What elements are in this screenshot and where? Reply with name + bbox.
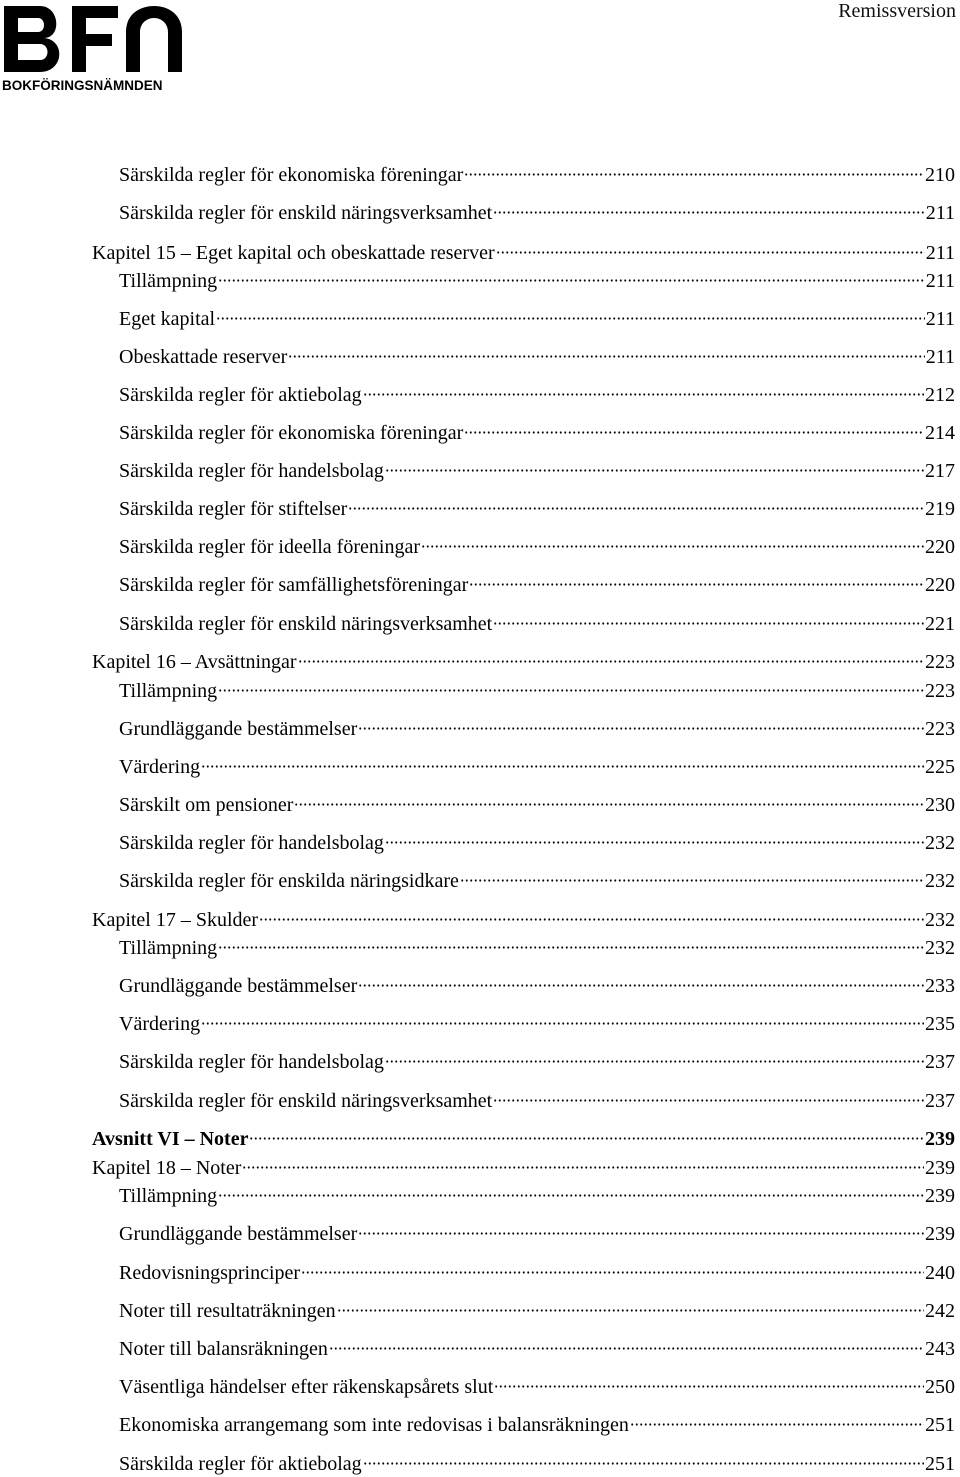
dot-leader (337, 1309, 924, 1312)
toc-entry-page: 217 (925, 460, 955, 482)
toc-entry[interactable] (119, 306, 955, 332)
dot-leader (218, 946, 924, 949)
toc-entry-page: 242 (925, 1300, 955, 1322)
dot-leader (249, 1137, 924, 1140)
dot-leader (218, 689, 924, 692)
toc-entry-page: 239 (925, 1157, 955, 1179)
dot-leader (494, 1385, 924, 1388)
toc-entry-page: 232 (925, 937, 955, 959)
toc-entry-title: Obeskattade reserver (119, 346, 288, 368)
toc-entry-title: Tillämpning (119, 680, 218, 702)
toc-entry-title: Särskilda regler för ideella föreningar (119, 536, 420, 558)
toc-entry[interactable] (119, 1011, 955, 1037)
toc-entry-title: Grundläggande bestämmelser (119, 975, 358, 997)
toc-entry-title: Grundläggande bestämmelser (119, 1223, 358, 1245)
version-label: Remissversion (838, 0, 956, 22)
toc-entry[interactable] (119, 973, 955, 999)
toc-entry-title: Ekonomiska arrangemang som inte redovisas i balansräkningen (119, 1414, 629, 1436)
dot-leader (358, 984, 924, 987)
dot-leader (301, 1271, 924, 1274)
toc-entry[interactable] (119, 1412, 955, 1438)
toc-entry-page: 223 (925, 651, 955, 673)
toc-entry-page: 239 (925, 1128, 955, 1150)
toc-entry-title: Kapitel 18 – Noter (92, 1157, 242, 1179)
toc-entry-title: Kapitel 17 – Skulder (92, 909, 259, 931)
toc-entry-page: 211 (925, 202, 955, 224)
toc-entry-title: Eget kapital (119, 308, 216, 330)
toc-entry-title: Avsnitt VI – Noter (92, 1128, 249, 1150)
dot-leader (385, 469, 924, 472)
toc-entry-title: Särskilda regler för enskild näringsverksamhet (119, 613, 493, 635)
toc-entry-page: 223 (925, 680, 955, 702)
toc-entry-title: Särskilda regler för stiftelser (119, 498, 348, 520)
toc-entry[interactable] (119, 200, 955, 226)
toc-entry-page: 251 (925, 1414, 955, 1436)
toc-entry-title: Noter till resultaträkningen (119, 1300, 336, 1322)
dot-leader (630, 1423, 924, 1426)
toc-entry-title: Särskilda regler för aktiebolag (119, 384, 362, 406)
toc-entry-page: 239 (925, 1185, 955, 1207)
toc-entry[interactable] (119, 534, 955, 560)
toc-entry[interactable] (119, 268, 955, 294)
dot-leader (294, 803, 924, 806)
toc-entry[interactable] (119, 868, 955, 894)
toc-entry-title: Kapitel 15 – Eget kapital och obeskattade reserver (92, 242, 495, 264)
toc-entry[interactable] (92, 907, 955, 933)
toc-entry[interactable] (119, 754, 955, 780)
dot-leader (421, 545, 924, 548)
toc-entry-page: 211 (925, 270, 955, 292)
toc-entry-page: 220 (925, 574, 955, 596)
dot-leader (363, 1462, 924, 1465)
toc-entry-page: 235 (925, 1013, 955, 1035)
toc-entry-title: Tillämpning (119, 270, 218, 292)
toc-entry[interactable] (119, 496, 955, 522)
dot-leader (385, 1060, 924, 1063)
toc-entry-title: Tillämpning (119, 1185, 218, 1207)
toc-entry-page: 233 (925, 975, 955, 997)
toc-entry-page: 237 (925, 1051, 955, 1073)
toc-entry-title: Väsentliga händelser efter räkenskapsårets slut (119, 1376, 494, 1398)
dot-leader (493, 211, 925, 214)
toc-entry[interactable] (119, 1088, 955, 1114)
toc-entry[interactable] (119, 935, 955, 961)
toc-entry-page: 239 (925, 1223, 955, 1245)
toc-entry-page: 232 (925, 832, 955, 854)
toc-entry-title: Kapitel 16 – Avsättningar (92, 651, 297, 673)
toc-entry[interactable] (92, 1155, 955, 1181)
toc-entry-page: 211 (925, 308, 955, 330)
toc-entry-page: 250 (925, 1376, 955, 1398)
toc-entry[interactable] (119, 162, 955, 188)
dot-leader (201, 765, 924, 768)
dot-leader (242, 1166, 924, 1169)
toc-entry-title: Särskilda regler för handelsbolag (119, 832, 384, 854)
toc-entry[interactable] (119, 458, 955, 484)
toc-entry-page: 243 (925, 1338, 955, 1360)
toc-entry-title: Noter till balansräkningen (119, 1338, 328, 1360)
dot-leader (464, 431, 924, 434)
toc-entry-title: Särskilt om pensioner (119, 794, 294, 816)
dot-leader (218, 1194, 924, 1197)
toc-entry[interactable] (119, 572, 955, 598)
toc-entry[interactable] (119, 611, 955, 637)
dot-leader (493, 622, 924, 625)
dot-leader (358, 727, 924, 730)
toc-entry[interactable] (119, 716, 955, 742)
logo-subtitle: BOKFÖRINGSNÄMNDEN (2, 78, 163, 93)
toc-entry-title: Särskilda regler för handelsbolag (119, 460, 384, 482)
toc-entry-title: Särskilda regler för enskild näringsverksamhet (119, 202, 493, 224)
toc-entry-page: 232 (925, 870, 955, 892)
toc-entry-title: Redovisningsprinciper (119, 1262, 301, 1284)
dot-leader (288, 355, 924, 358)
toc-entry-page: 230 (925, 794, 955, 816)
dot-leader (201, 1022, 924, 1025)
toc-entry-title: Särskilda regler för samfällighetsföreningar (119, 574, 469, 596)
dot-leader (363, 393, 924, 396)
dot-leader (216, 317, 925, 320)
toc-entry[interactable] (119, 1183, 955, 1209)
toc-entry-page: 237 (925, 1090, 955, 1112)
toc-entry[interactable] (119, 1374, 955, 1400)
dot-leader (358, 1232, 924, 1235)
toc-entry-title: Värdering (119, 756, 201, 778)
dot-leader (385, 841, 924, 844)
toc-entry-page: 212 (925, 384, 955, 406)
dot-leader (469, 583, 924, 586)
toc-entry-title: Särskilda regler för handelsbolag (119, 1051, 384, 1073)
toc-entry-title: Grundläggande bestämmelser (119, 718, 358, 740)
dot-leader (259, 918, 924, 921)
dot-leader (464, 173, 924, 176)
toc-entry[interactable] (119, 1336, 955, 1362)
toc-entry[interactable] (119, 382, 955, 408)
toc-entry[interactable] (119, 1451, 955, 1477)
toc-entry-page: 221 (925, 613, 955, 635)
toc-entry-page: 211 (925, 346, 955, 368)
toc-entry-title: Särskilda regler för aktiebolag (119, 1453, 362, 1475)
dot-leader (496, 251, 925, 254)
dot-leader (460, 879, 924, 882)
toc-entry-page: 219 (925, 498, 955, 520)
dot-leader (218, 279, 925, 282)
toc-entry[interactable] (119, 1221, 955, 1247)
toc-entry-page: 240 (925, 1262, 955, 1284)
toc-entry-page: 210 (925, 164, 955, 186)
toc-entry-title: Särskilda regler för ekonomiska föreningar (119, 422, 464, 444)
toc-entry[interactable] (92, 649, 955, 675)
toc-entry-title: Särskilda regler för ekonomiska föreningar (119, 164, 464, 186)
toc-entry-title: Särskilda regler för enskild näringsverksamhet (119, 1090, 493, 1112)
toc-entry-page: 251 (925, 1453, 955, 1475)
dot-leader (348, 507, 924, 510)
dot-leader (329, 1347, 924, 1350)
toc-entry[interactable] (119, 792, 955, 818)
toc-entry-title: Värdering (119, 1013, 201, 1035)
toc-entry-title: Tillämpning (119, 937, 218, 959)
toc-entry-page: 223 (925, 718, 955, 740)
toc-entry-page: 232 (925, 909, 955, 931)
toc-entry[interactable] (119, 420, 955, 446)
toc-entry-page: 214 (925, 422, 955, 444)
toc-entry[interactable] (119, 1049, 955, 1075)
toc-entry-page: 220 (925, 536, 955, 558)
toc-entry-page: 225 (925, 756, 955, 778)
toc-entry[interactable] (92, 1126, 955, 1152)
toc-entry[interactable] (119, 678, 955, 704)
toc-entry[interactable] (119, 1298, 955, 1324)
toc-entry[interactable] (92, 240, 955, 266)
toc-entry[interactable] (119, 830, 955, 856)
toc-entry-title: Särskilda regler för enskilda näringsidkare (119, 870, 459, 892)
dot-leader (298, 660, 924, 663)
toc-entry[interactable] (119, 1260, 955, 1286)
dot-leader (493, 1099, 924, 1102)
toc-entry[interactable] (119, 344, 955, 370)
toc-entry-page: 211 (925, 242, 955, 264)
